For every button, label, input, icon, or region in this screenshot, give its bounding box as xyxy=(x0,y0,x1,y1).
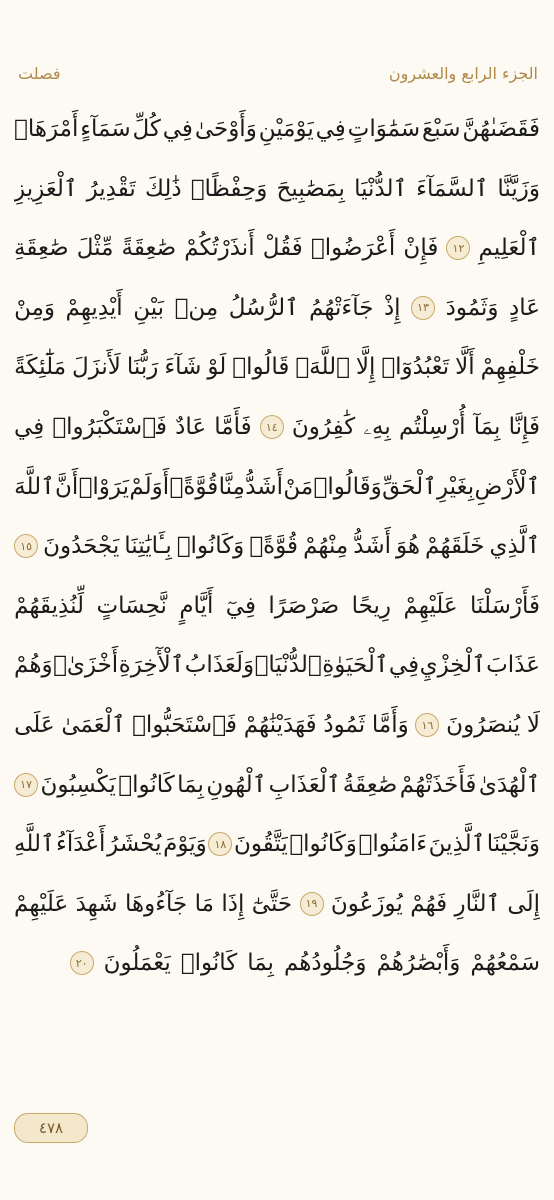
page-header xyxy=(18,60,538,86)
quran-word: أَعْرَضُوا۟ xyxy=(310,235,396,262)
quran-word: وَأَمَّا xyxy=(371,712,409,738)
mushaf-line xyxy=(14,279,540,337)
quran-word: بِمَا xyxy=(177,771,204,798)
mushaf-line xyxy=(14,398,540,456)
quran-word: إِذَا xyxy=(221,890,245,917)
page-number-text: ٤٧٨ xyxy=(38,1119,64,1137)
mushaf-line xyxy=(14,875,540,933)
quran-word: صَرْصَرًا xyxy=(268,592,340,619)
quran-word: أَوَلَمْ xyxy=(129,473,170,500)
quran-word: ٱلْعَمَىٰ xyxy=(61,712,126,738)
quran-word: كُلِّ xyxy=(132,116,161,142)
quran-word: يُحْشَرُ xyxy=(107,831,162,858)
quran-word: ٱللَّهَۖ xyxy=(295,354,350,381)
quran-word: ءَامَنُوا۟ xyxy=(358,831,428,858)
quran-word: أَخْزَىٰۖ xyxy=(53,652,119,679)
quran-word: جَآءَتْهُمُ xyxy=(309,294,374,321)
ayah-end-marker: ١٣ xyxy=(411,296,435,320)
quran-word: صَٰعِقَةِ xyxy=(14,235,69,262)
quran-word: ٱلْهُونِ xyxy=(206,771,267,798)
ayah-end-marker: ١٤ xyxy=(260,415,284,439)
quran-word: ٱلَّذِينَ xyxy=(428,831,486,858)
quran-word: عَادٍ xyxy=(509,294,540,321)
quran-word: بِمَا xyxy=(247,950,274,977)
quran-word: ٱلْأَرْضِ xyxy=(474,473,540,500)
quran-word: قُوَّةًۖ xyxy=(249,533,299,560)
quran-word: ٱلْأٓخِرَةِ xyxy=(118,652,185,679)
quran-word: بِمَصَٰبِيحَ xyxy=(276,175,345,202)
quran-word: فِي xyxy=(315,116,346,142)
mushaf-line xyxy=(14,636,540,694)
quran-word: نَّحِسَاتٍ xyxy=(96,592,167,619)
quran-word: يَجْحَدُونَ xyxy=(43,533,120,560)
quran-word: صَٰعِقَةً xyxy=(121,235,177,262)
quran-word: بِـَٔايَٰتِنَا xyxy=(124,533,172,560)
quran-word: ٱلْعَذَابِ xyxy=(268,771,341,798)
quran-word: ٱلسَّمَآءَ xyxy=(416,175,489,202)
quran-word: وَحِفْظًاۚ xyxy=(190,175,268,202)
quran-word: يَتَّقُونَ xyxy=(234,831,288,858)
quran-word: فَقَضَىٰهُنَّ xyxy=(462,116,540,142)
quran-word: ٱلْعَزِيزِ xyxy=(14,175,78,202)
quran-word: ٱلنَّارِ xyxy=(454,890,501,917)
quran-word: يَعْمَلُونَ xyxy=(103,950,171,977)
quran-word: إِلَّا xyxy=(355,354,376,381)
quran-word: لَأَنزَلَ xyxy=(72,354,121,381)
quran-word: أَيْدِيهِمْ xyxy=(65,294,123,321)
quran-word: شَآءَ xyxy=(164,354,202,381)
quran-word: أَلَّا xyxy=(455,354,475,381)
quran-word: وَأَوْحَىٰ xyxy=(194,116,257,142)
mushaf-line xyxy=(14,100,540,158)
quran-word: فَأَمَّا xyxy=(214,414,252,440)
quran-word: عَادٌ xyxy=(175,414,207,440)
quran-word: إِذْ xyxy=(383,294,401,321)
quran-word: رِيحًا xyxy=(351,592,392,619)
surah-label: فصلت xyxy=(18,63,61,83)
quran-word: أَشَدُّ xyxy=(353,533,391,560)
quran-word: فَهَدَيْنَٰهُمْ xyxy=(243,712,317,738)
quran-word: لِّنُذِيقَهُمْ xyxy=(14,592,85,619)
quran-word: فَإِنْ xyxy=(403,235,439,262)
juz-label: الجزء الرابع والعشرون xyxy=(388,63,538,83)
quran-word: مِنْهُمْ xyxy=(303,533,349,560)
quran-word: أَشَدُّ xyxy=(245,473,283,500)
quran-word: جَآءُوهَا xyxy=(124,890,188,917)
quran-word: مَنْ xyxy=(283,473,314,500)
quran-word: بَيْنِ xyxy=(133,294,165,321)
ayah-end-marker: ١٦ xyxy=(415,713,439,737)
quran-word: ٱلْهُدَىٰ xyxy=(478,771,540,798)
page-number-badge xyxy=(14,1113,88,1143)
quran-word: وَكَانُوا۟ xyxy=(176,533,245,560)
quran-word: شَهِدَ xyxy=(75,890,118,917)
quran-word: فِي xyxy=(14,414,45,440)
quran-word: ذَٰلِكَ xyxy=(144,175,182,202)
quran-word: فَهُمْ xyxy=(410,890,448,917)
quran-word: ٱلدُّنْيَاۖ xyxy=(254,652,322,679)
quran-word: سَبْعَ xyxy=(422,116,461,142)
mushaf-line xyxy=(14,934,540,992)
quran-word: صَٰعِقَةُ xyxy=(342,771,398,798)
mushaf-line xyxy=(14,696,540,754)
quran-word: ٱلَّذِي xyxy=(489,533,540,560)
quran-word: كَٰفِرُونَ xyxy=(291,414,356,440)
ayah-end-marker: ١٩ xyxy=(300,892,324,916)
quran-word: أُرْسِلْتُم xyxy=(398,414,466,440)
quran-word: وَنَجَّيْنَا xyxy=(486,831,540,858)
quran-word: وَيَوْمَ xyxy=(163,831,207,858)
quran-word: وَثَمُودَ xyxy=(445,294,499,321)
quran-word: حَتَّىٰٓ xyxy=(251,890,293,917)
quran-word: فَأَرْسَلْنَا xyxy=(470,592,540,619)
quran-word: مَلَٰٓئِكَةً xyxy=(14,354,67,381)
quran-word: مِّثْلَ xyxy=(76,235,114,262)
quran-word: لَوْ xyxy=(207,354,227,381)
quran-word: ٱلْحَقِّ xyxy=(382,473,437,500)
mushaf-line xyxy=(14,517,540,575)
ayah-end-marker: ١٥ xyxy=(14,534,38,558)
quran-word: سَمَٰوَاتٍ xyxy=(347,116,421,142)
quran-word: مِنَّا xyxy=(218,473,245,500)
quran-word: لَا xyxy=(526,712,540,738)
quran-word: يُنصَرُونَ xyxy=(446,712,521,738)
quran-word: مِنۢ xyxy=(174,294,219,321)
quran-word: أَنَّ xyxy=(54,473,79,500)
quran-word: سَمَآءٍ xyxy=(80,116,131,142)
quran-word: وَمِنْ xyxy=(14,294,56,321)
quran-word: فِي xyxy=(162,116,193,142)
ayah-end-marker: ٢٠ xyxy=(70,951,94,975)
quran-word: وَكَانُوا۟ xyxy=(289,831,357,858)
quran-word: ٱلْعَلِيمِ xyxy=(478,235,540,262)
quran-word: يُوزَعُونَ xyxy=(330,890,403,917)
mushaf-line xyxy=(14,577,540,635)
quran-word: كَانُوا۟ xyxy=(180,950,238,977)
quran-word: هُوَ xyxy=(396,533,421,560)
quran-word: وَجُلُودُهُم xyxy=(283,950,367,977)
quran-word: خَلْفِهِمْ xyxy=(480,354,540,381)
quran-word: يَوْمَيْنِ xyxy=(258,116,314,142)
quran-word: ٱلدُّنْيَا xyxy=(354,175,407,202)
quran-word: فَٱسْتَكْبَرُوا۟ xyxy=(52,414,167,440)
quran-word: فَأَخَذَتْهُمْ xyxy=(399,771,477,798)
quran-word: ثَمُودُ xyxy=(323,712,366,738)
quran-word: مَا xyxy=(194,890,214,917)
quran-word: بِغَيْرِ xyxy=(436,473,475,500)
quran-word: وَهُمْ xyxy=(14,652,53,679)
mushaf-line xyxy=(14,756,540,814)
quran-word: أَيَّامٍ xyxy=(179,592,214,619)
quran-word: وَأَبْصَٰرُهُمْ xyxy=(376,950,461,977)
ayah-end-marker: ١٢ xyxy=(446,236,470,260)
quran-word: بِمَآ xyxy=(473,414,501,440)
quran-word: أَمْرَهَاۚ xyxy=(14,116,79,142)
quran-word: فَٱسْتَحَبُّوا۟ xyxy=(132,712,237,738)
ayah-end-marker: ١٧ xyxy=(14,773,38,797)
mushaf-line xyxy=(14,338,540,396)
mushaf-page xyxy=(14,100,540,1000)
mushaf-line xyxy=(14,815,540,873)
quran-word: تَقْدِيرُ xyxy=(86,175,136,202)
quran-word: وَزَيَّنَّا xyxy=(497,175,540,202)
quran-word: خَلَقَهُمْ xyxy=(425,533,485,560)
quran-word: ٱللَّهَ xyxy=(14,473,55,500)
mushaf-line xyxy=(14,458,540,516)
quran-word: بِهِۦ xyxy=(363,414,391,440)
quran-word: سَمْعُهُمْ xyxy=(470,950,540,977)
quran-word: يَرَوْا۟ xyxy=(78,473,129,500)
quran-word: عَلَيْهِمْ xyxy=(14,890,69,917)
quran-word: ٱلْخِزْيِ xyxy=(419,652,486,679)
quran-word: أَنذَرْتُكُمْ xyxy=(184,235,255,262)
quran-word: ٱلرُّسُلُ xyxy=(228,294,299,321)
quran-word: إِلَى xyxy=(507,890,540,917)
quran-word: فِي xyxy=(388,652,420,679)
quran-word: عَلَيْهِمْ xyxy=(403,592,458,619)
quran-word: وَلَعَذَابُ xyxy=(184,652,255,679)
quran-word: قُوَّةًۖ xyxy=(169,473,219,500)
mushaf-line xyxy=(14,219,540,277)
quran-word: أَعْدَآءُ xyxy=(56,831,106,858)
quran-word: وَقَالُوا۟ xyxy=(313,473,382,500)
quran-word: ٱللَّهِ xyxy=(14,831,55,858)
quran-word: فَقُلْ xyxy=(262,235,303,262)
quran-word: تَعْبُدُوٓا۟ xyxy=(381,354,450,381)
quran-word: كَانُوا۟ xyxy=(118,771,175,798)
quran-word: يَكْسِبُونَ xyxy=(40,771,116,798)
quran-word: قَالُوا۟ xyxy=(232,354,290,381)
mushaf-line xyxy=(14,160,540,218)
quran-word: فِيٓ xyxy=(225,592,256,619)
quran-word: رَبُّنَا xyxy=(126,354,159,381)
ayah-end-marker: ١٨ xyxy=(208,832,232,856)
quran-word: ٱلْحَيَوٰةِ xyxy=(322,652,389,679)
quran-word: عَلَى xyxy=(14,712,55,738)
quran-word: فَإِنَّا xyxy=(508,414,540,440)
quran-word: عَذَابَ xyxy=(486,652,540,679)
